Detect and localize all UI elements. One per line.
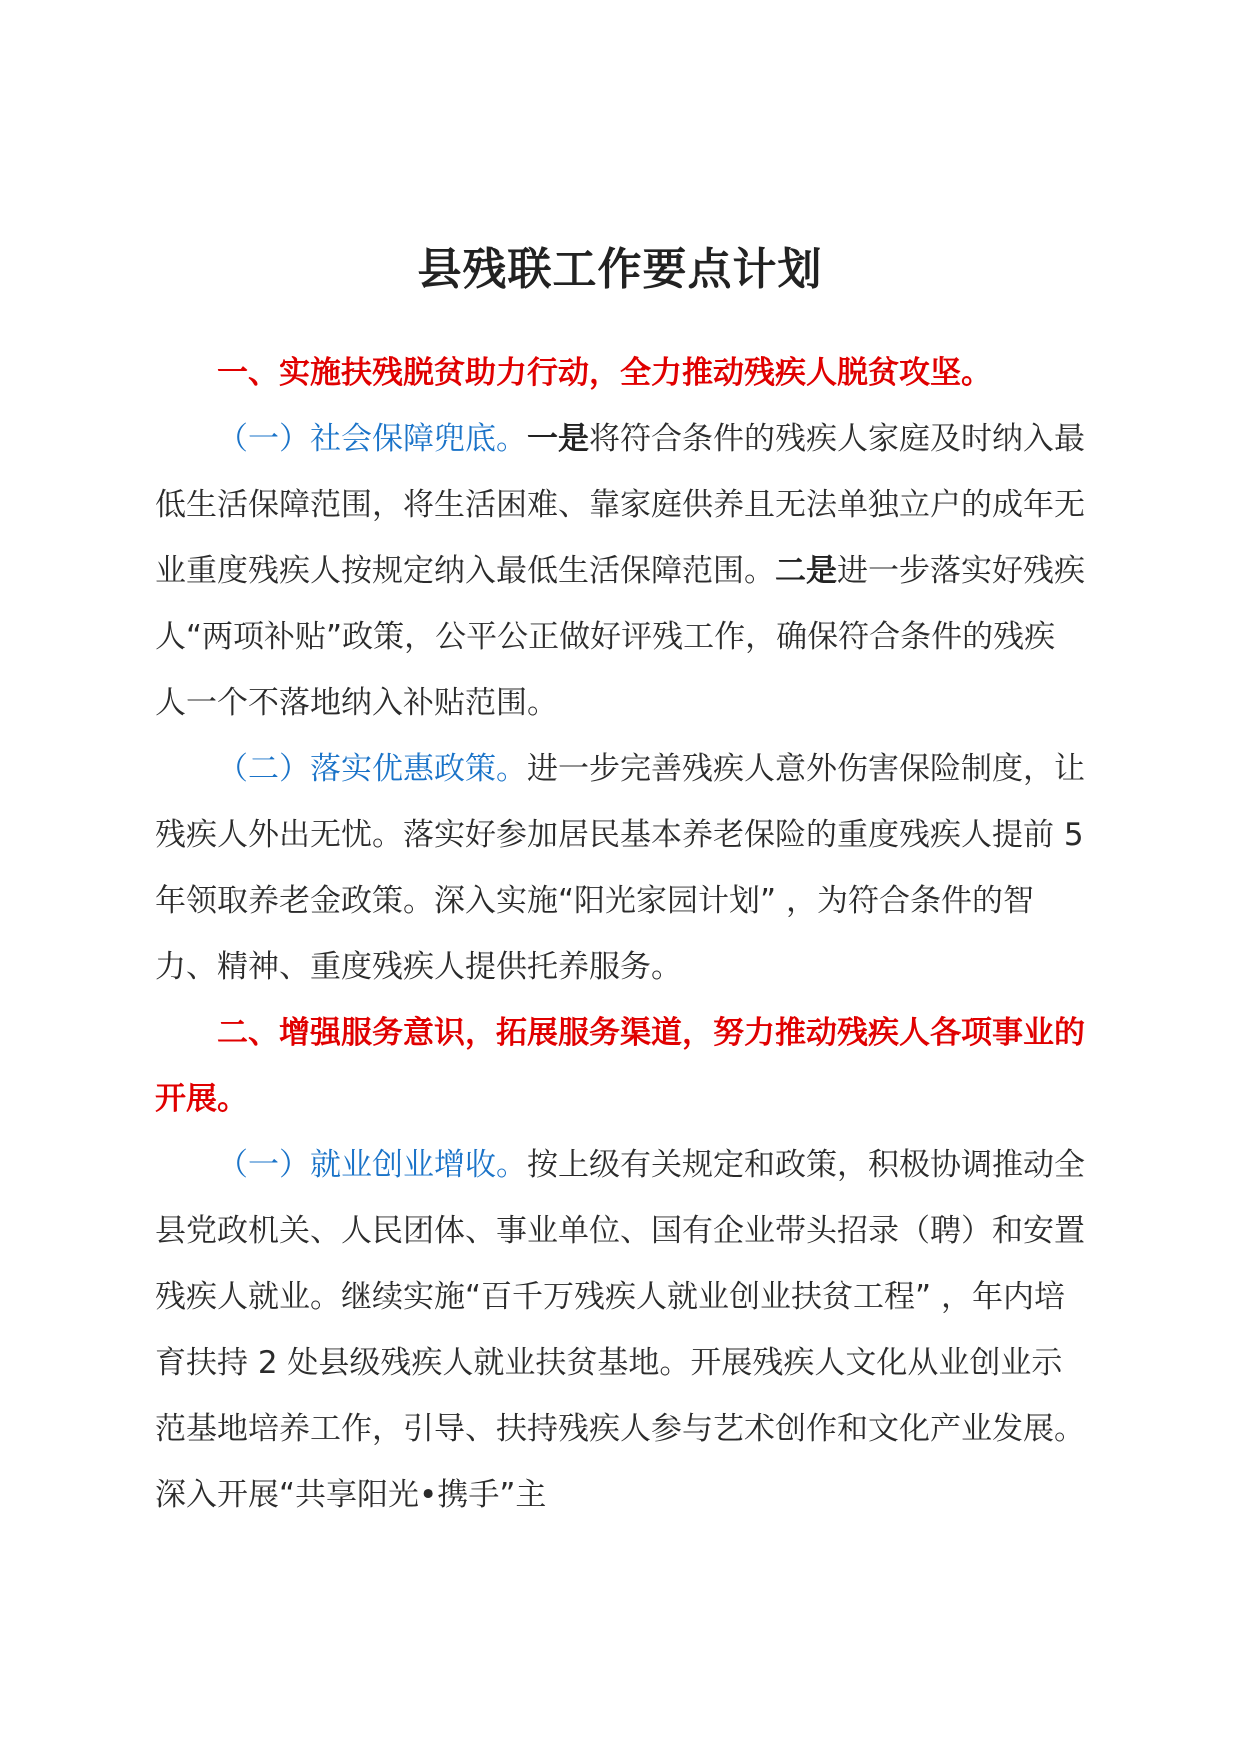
- item-label: （二）落实优惠政策。: [217, 751, 527, 787]
- section-heading-1: 一、实施扶残脱贫助力行动，全力推动残疾人脱贫攻坚。: [217, 355, 992, 391]
- paragraph-preferential-policy: [155, 736, 1085, 1000]
- paragraph-employment: [155, 1132, 1085, 1528]
- emphasis-first: 一是: [527, 421, 589, 457]
- paragraph-text: 进一步落实好残疾人“两项补贴”政策，公平公正做好评残工作，确保符合条件的残疾人一个不落地纳入补贴范围。: [155, 553, 1085, 721]
- item-label: （一）社会保障兜底。: [217, 421, 527, 457]
- paragraph-text: 按上级有关规定和政策，积极协调推动全县党政机关、人民团体、事业单位、国有企业带头招录（聘）和安置残疾人就业。继续实施“百千万残疾人就业创业扶贫工程” ，年内培育扶持 2 处县级残疾人就业扶贫基地。开展残疾人文化从业创业示范基地培养工作，引导、扶持残疾人参与艺术创作和文化产业发展。深入开展“共享阳光•携手”主: [155, 1147, 1085, 1513]
- emphasis-second: 二是: [775, 553, 837, 589]
- paragraph-social-security: [155, 406, 1085, 736]
- section-heading-2: 二、增强服务意识，拓展服务渠道，努力推动残疾人各项事业的开展。: [155, 1015, 1085, 1117]
- document-title: 县残联工作要点计划: [417, 244, 823, 295]
- paragraph-text: 进一步完善残疾人意外伤害保险制度，让残疾人外出无忧。落实好参加居民基本养老保险的重度残疾人提前 5 年领取养老金政策。深入实施“阳光家园计划” ，为符合条件的智力、精神、重度残疾人提供托养服务。: [155, 751, 1085, 985]
- item-label: （一）就业创业增收。: [217, 1147, 527, 1183]
- document-page: [155, 240, 1085, 1528]
- paragraph-text: 将符合条件的残疾人家庭及时纳入最低生活保障范围，将生活困难、靠家庭供养且无法单独立户的成年无业重度残疾人按规定纳入最低生活保障范围。: [155, 421, 1085, 589]
